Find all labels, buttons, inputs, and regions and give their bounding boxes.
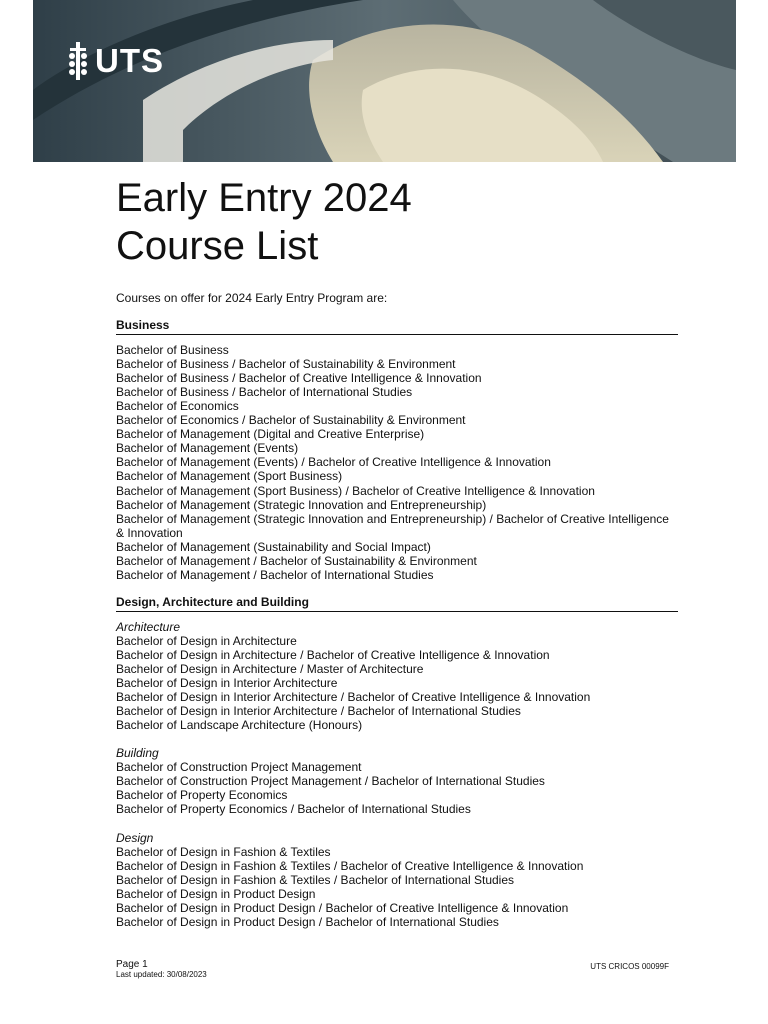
course-item: Bachelor of Design in Architecture / Bachelor of Creative Intelligence & Innovation: [116, 647, 550, 662]
course-list: [116, 318, 678, 942]
course-item: Bachelor of Design in Interior Architecture / Bachelor of International Studies: [116, 704, 521, 719]
course-item: Bachelor of Management / Bachelor of Sustainability & Environment: [116, 553, 477, 568]
course-item: Bachelor of Management (Sport Business) / Bachelor of Creative Intelligence & Innovation: [116, 483, 595, 498]
course-item: Bachelor of Design in Fashion & Textiles / Bachelor of Creative Intelligence & Innovation: [116, 858, 584, 873]
course-item: Bachelor of Economics / Bachelor of Sustainability & Environment: [116, 413, 466, 428]
course-item: Bachelor of Business / Bachelor of International Studies: [116, 385, 413, 400]
course-item: Bachelor of Design in Product Design: [116, 886, 316, 901]
course-item: Bachelor of Design in Interior Architecture: [116, 676, 338, 691]
uts-crest-icon: [67, 40, 89, 82]
group-title: Building: [116, 746, 159, 761]
course-item: Bachelor of Landscape Architecture (Honours): [116, 718, 363, 733]
course-item: Bachelor of Business / Bachelor of Creative Intelligence & Innovation: [116, 371, 482, 386]
course-item: Bachelor of Business: [116, 343, 229, 358]
course-item: Bachelor of Management (Sport Business): [116, 469, 343, 484]
course-item: Bachelor of Design in Product Design / Bachelor of Creative Intelligence & Innovation: [116, 900, 569, 915]
course-item: Bachelor of Management (Strategic Innovation and Entrepreneurship): [116, 497, 487, 512]
uts-logo: [67, 40, 164, 82]
course-item: Bachelor of Management / Bachelor of International Studies: [116, 567, 434, 582]
section-heading: Design, Architecture and Building: [116, 595, 678, 612]
intro-text: Courses on offer for 2024 Early Entry Program are:: [116, 291, 388, 305]
course-item: Bachelor of Management (Sustainability and Social Impact): [116, 539, 431, 554]
course-item: Bachelor of Management (Events): [116, 441, 299, 456]
course-item: Bachelor of Property Economics: [116, 788, 288, 803]
footer-left: [116, 960, 207, 979]
course-item: Bachelor of Design in Fashion & Textiles / Bachelor of International Studies: [116, 872, 515, 887]
course-item: Bachelor of Economics: [116, 399, 239, 414]
section-business: [116, 318, 678, 582]
group-title: Design: [116, 830, 154, 845]
section-heading: Business: [116, 318, 678, 335]
course-item: Bachelor of Design in Product Design / Bachelor of International Studies: [116, 914, 499, 929]
course-item: Bachelor of Business / Bachelor of Sustainability & Environment: [116, 357, 456, 372]
course-item: Bachelor of Design in Architecture: [116, 633, 297, 648]
title-line-1: Early Entry 2024: [116, 176, 412, 220]
group-title: Architecture: [116, 619, 181, 634]
title-line-2: Course List: [116, 224, 319, 268]
course-item: Bachelor of Design in Fashion & Textiles: [116, 844, 331, 859]
uts-wordmark: UTS: [95, 42, 164, 79]
course-item: Bachelor of Construction Project Management: [116, 760, 362, 775]
course-item: Bachelor of Property Economics / Bachelor of International Studies: [116, 802, 471, 817]
course-item: Bachelor of Management (Digital and Creative Enterprise): [116, 427, 425, 442]
course-list-items: [116, 343, 678, 582]
page-number: Page 1: [116, 959, 148, 970]
group-design: [116, 831, 678, 929]
section-design-architecture-building: [116, 595, 678, 929]
last-updated: Last updated: 30/08/2023: [116, 970, 207, 979]
course-item: Bachelor of Design in Interior Architecture / Bachelor of Creative Intelligence & Innovation: [116, 690, 591, 705]
course-item: Bachelor of Construction Project Management / Bachelor of International Studies: [116, 774, 545, 789]
course-item: Bachelor of Design in Architecture / Master of Architecture: [116, 662, 424, 677]
group-architecture: [116, 620, 678, 732]
page-title: [116, 174, 412, 270]
course-item: Bachelor of Management (Strategic Innovation and Entrepreneurship) / Bachelor of Creative Intelligence & Innovation: [116, 511, 669, 540]
course-item: Bachelor of Management (Events) / Bachelor of Creative Intelligence & Innovation: [116, 455, 551, 470]
header-banner: [33, 0, 736, 162]
group-building: [116, 746, 678, 816]
cricos-code: UTS CRICOS 00099F: [590, 962, 669, 971]
